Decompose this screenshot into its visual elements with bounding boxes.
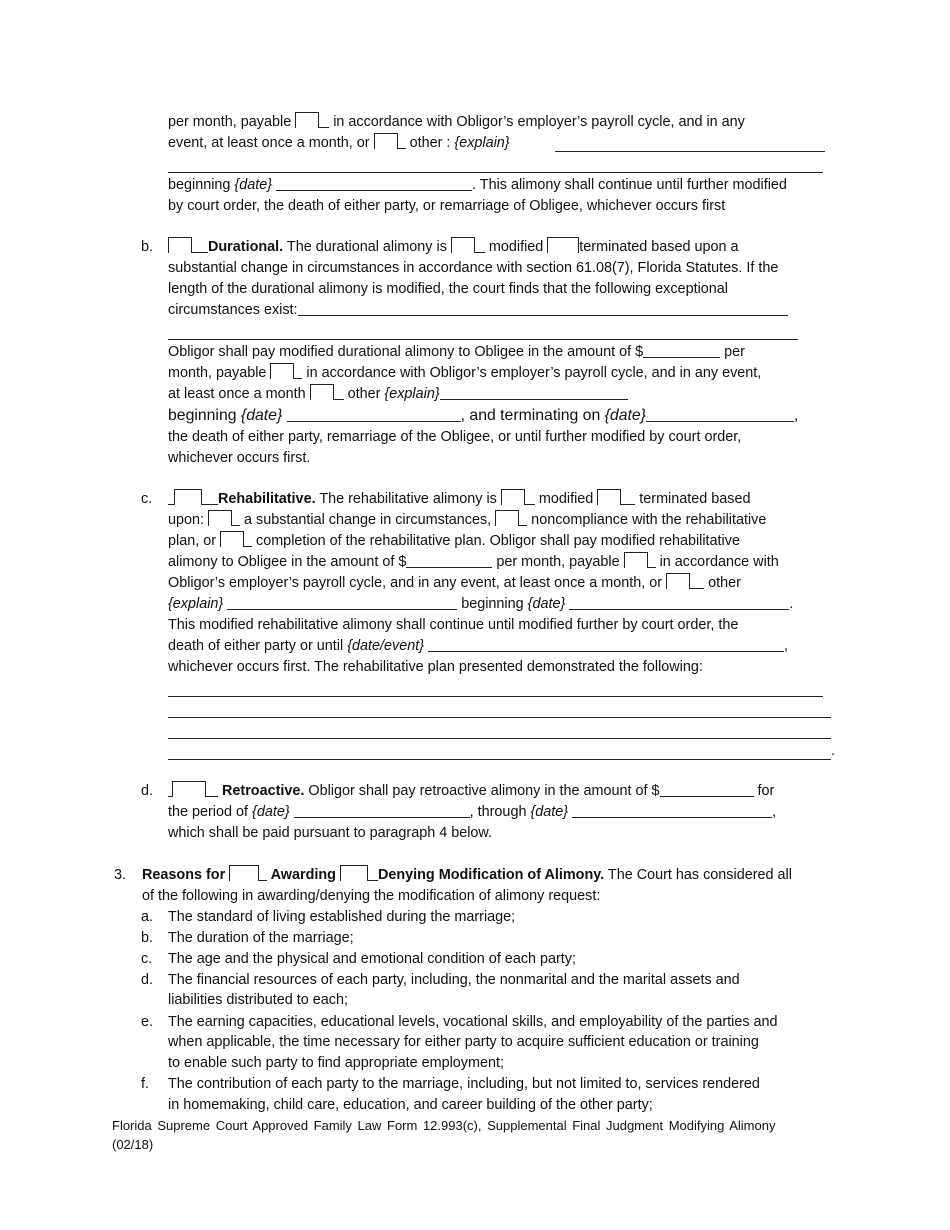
text: death of either party or until [168,638,348,654]
text: . This alimony shall continue until further modified [472,177,787,193]
explain-field[interactable] [440,386,628,400]
plan-field-1[interactable] [168,683,823,697]
item-letter-d: d. [141,783,154,799]
blank [368,867,378,881]
text: terminated based [635,491,751,507]
text: by court order, the death of either party, or remarriage of Obligee, whichever occurs first [168,198,726,214]
blank [244,533,252,547]
reasons-line-2: of the following in awarding/denying the modification of alimony request: [142,888,601,904]
period: . [831,743,835,759]
amount-field[interactable] [643,344,720,358]
rehab-line-5 [168,573,741,594]
retro-line-3: which shall be paid pursuant to paragraph 4 below. [168,825,493,841]
durational-line-2: substantial change in circumstances in accordance with section 61.08(7), Florida Statutes. If the [168,260,779,276]
heading-durational: Durational. [208,239,284,255]
durational-line-8 [168,384,628,405]
blank [621,491,635,505]
factor-letter: b. [141,930,154,946]
text: beginning [168,407,241,424]
text: , [784,638,789,654]
checkbox-durational[interactable] [168,237,192,253]
explain-field[interactable] [227,596,457,610]
top-line-5 [168,196,725,217]
amount-field[interactable] [406,554,492,568]
text: circumstances exist: [168,302,298,318]
retro-line-2 [168,802,776,823]
text: the period of [168,804,253,820]
text: for [753,783,775,799]
plan-field-2[interactable] [168,704,831,718]
factor-text: The earning capacities, educational levels, vocational skills, and employability of the parties and [168,1014,778,1030]
footer-form-title: Florida Supreme Court Approved Family Law Form 12.993(c), Supplemental Final Judgment Modifying Alimony [112,1118,776,1133]
checkbox-rehabilitative[interactable] [174,489,202,505]
text: Obligor shall pay retroactive alimony in the amount of $ [304,783,660,799]
explain-field[interactable] [555,138,825,152]
factor-letter: c. [141,951,153,967]
text: , [793,407,799,424]
checkbox-retroactive[interactable] [172,781,206,797]
rehab-line-8 [168,636,788,657]
checkbox-payroll[interactable] [624,552,648,568]
checkbox-modified[interactable] [451,237,475,253]
text: at least once a month [168,386,310,402]
blank [232,512,240,526]
checkbox-terminated[interactable] [547,237,579,253]
circumstances-field-continued[interactable] [168,326,798,340]
rehab-line-6 [168,594,793,615]
date-event-field[interactable] [428,638,784,652]
footer-form-date: (02/18) [112,1137,154,1152]
text: per month, payable [492,554,624,570]
factor-text: when applicable, the time necessary for either party to acquire sufficient education or training [168,1034,759,1050]
factor-text: in homemaking, child care, education, and career building of the other party; [168,1097,653,1113]
top-line-1 [168,112,745,133]
blank [334,386,344,400]
blank [398,135,406,149]
rehab-line-3 [168,531,740,552]
begin-date-field[interactable] [287,408,461,422]
factor-letter: e. [141,1014,154,1030]
date-field[interactable] [569,596,789,610]
end-date-field[interactable] [646,408,794,422]
factor-text: to enable such party to find appropriate employment; [168,1055,504,1071]
checkbox-other[interactable] [310,384,334,400]
text: other [343,386,385,402]
blank [475,239,485,253]
date-field[interactable] [276,177,472,191]
text: The Court has considered all [604,867,792,883]
text: , [772,804,777,820]
text: terminated based upon a [579,239,739,255]
blank [192,239,208,253]
checkbox-noncompliance[interactable] [495,510,519,526]
durational-line-7 [168,363,761,384]
checkbox-other[interactable] [666,573,690,589]
text: {date} [530,804,569,820]
plan-field-4[interactable] [168,746,831,760]
blank [648,554,656,568]
durational-line-9 [168,405,798,426]
text: per [720,344,745,360]
blank [519,512,527,526]
durational-line-3: length of the durational alimony is modified, the court finds that the following exceptional [168,281,728,297]
checkbox-terminated[interactable] [597,489,621,505]
blank [259,867,267,881]
text: {explain} [384,386,440,402]
durational-line-6 [168,342,745,363]
durational-line-11: whichever occurs first. [168,450,311,466]
text: modified [484,239,548,255]
factor-text: The duration of the marriage; [168,930,354,946]
reasons-heading-line [142,865,792,886]
blank [690,575,704,589]
text: beginning [457,596,528,612]
checkbox-other[interactable] [374,133,398,149]
durational-line-4 [168,300,788,321]
item-letter-c: c. [141,491,153,507]
text: {date} [604,407,646,424]
blank [202,491,218,505]
blank [319,114,329,128]
text: in accordance with [655,554,779,570]
factor-text: The standard of living established during the marriage; [168,909,516,925]
factor-text: The age and the physical and emotional condition of each party; [168,951,577,967]
text: other [704,575,741,591]
rehab-line-4 [168,552,779,573]
text: The rehabilitative alimony is [315,491,501,507]
top-line-4 [168,175,787,196]
text: noncompliance with the rehabilitative [527,512,767,528]
plan-field-3[interactable] [168,725,831,739]
durational-line-1 [168,237,739,258]
section-number-3: 3. [114,867,127,883]
factor-letter: d. [141,972,154,988]
factor-letter: a. [141,909,154,925]
text: alimony to Obligee in the amount of $ [168,554,407,570]
text: Obligor shall pay modified durational alimony to Obligee in the amount of $ [168,344,644,360]
factor-letter: f. [141,1076,149,1092]
top-line-2 [168,133,510,154]
from-date-field[interactable] [294,804,470,818]
checkbox-completion[interactable] [220,531,244,547]
checkbox-denying[interactable] [340,865,368,881]
circumstances-field[interactable] [298,302,788,316]
checkbox-payroll[interactable] [270,363,294,379]
text: The durational alimony is [286,239,451,255]
text: {date} [527,596,566,612]
retro-line-1 [168,781,774,802]
amount-field[interactable] [660,783,754,797]
text: in accordance with Obligor’s employer’s payroll cycle, and in any [329,114,745,130]
checkbox-payroll[interactable] [295,112,319,128]
text: month, payable [168,365,271,381]
text: {date} [252,804,290,820]
text: {explain} [168,596,224,612]
heading-text: Denying Modification of Alimony. [377,867,605,883]
durational-line-10: the death of either party, remarriage of the Obligee, or until further modified by court order, [168,429,742,445]
heading-text: Reasons for [142,867,230,883]
heading-rehabilitative: Rehabilitative. [218,491,316,507]
blank [206,783,218,797]
heading-retroactive: Retroactive. [222,783,305,799]
rehab-line-2 [168,510,766,531]
text: per month, payable [168,114,296,130]
text: {date/event} [347,638,425,654]
text: {explain} [454,135,510,151]
text: upon: [168,512,209,528]
rehab-line-9: whichever occurs first. The rehabilitative plan presented demonstrated the following: [168,659,703,675]
text: a substantial change in circumstances, [240,512,496,528]
rehab-line-7: This modified rehabilitative alimony shall continue until modified further by court order, the [168,617,739,633]
text: Obligor’s employer’s payroll cycle, and in any event, at least once a month, or [168,575,667,591]
checkbox-modified[interactable] [501,489,525,505]
text: modified [534,491,598,507]
heading-text: Awarding [267,867,340,883]
checkbox-awarding[interactable] [229,865,259,881]
factor-text: The contribution of each party to the marriage, including, but not limited to, services rendered [168,1076,760,1092]
text: completion of the rehabilitative plan. Obligor shall pay modified rehabilitative [252,533,740,549]
text: , through [469,804,531,820]
text: beginning [168,177,235,193]
checkbox-substantial-change[interactable] [208,510,232,526]
factor-text: liabilities distributed to each; [168,992,348,1008]
factor-text: The financial resources of each party, including, the nonmarital and the marital assets and [168,972,740,988]
text: in accordance with Obligor’s employer’s payroll cycle, and in any event, [302,365,762,381]
blank [525,491,535,505]
text: plan, or [168,533,220,549]
item-letter-b: b. [141,239,154,255]
explain-field-continued[interactable] [168,159,823,173]
text: {date} [240,407,283,424]
to-date-field[interactable] [572,804,772,818]
text: other : [405,135,455,151]
text: . [789,596,794,612]
rehab-line-1 [168,489,750,510]
text: event, at least once a month, or [168,135,374,151]
text: {date} [234,177,273,193]
text: , and terminating on [460,407,605,424]
